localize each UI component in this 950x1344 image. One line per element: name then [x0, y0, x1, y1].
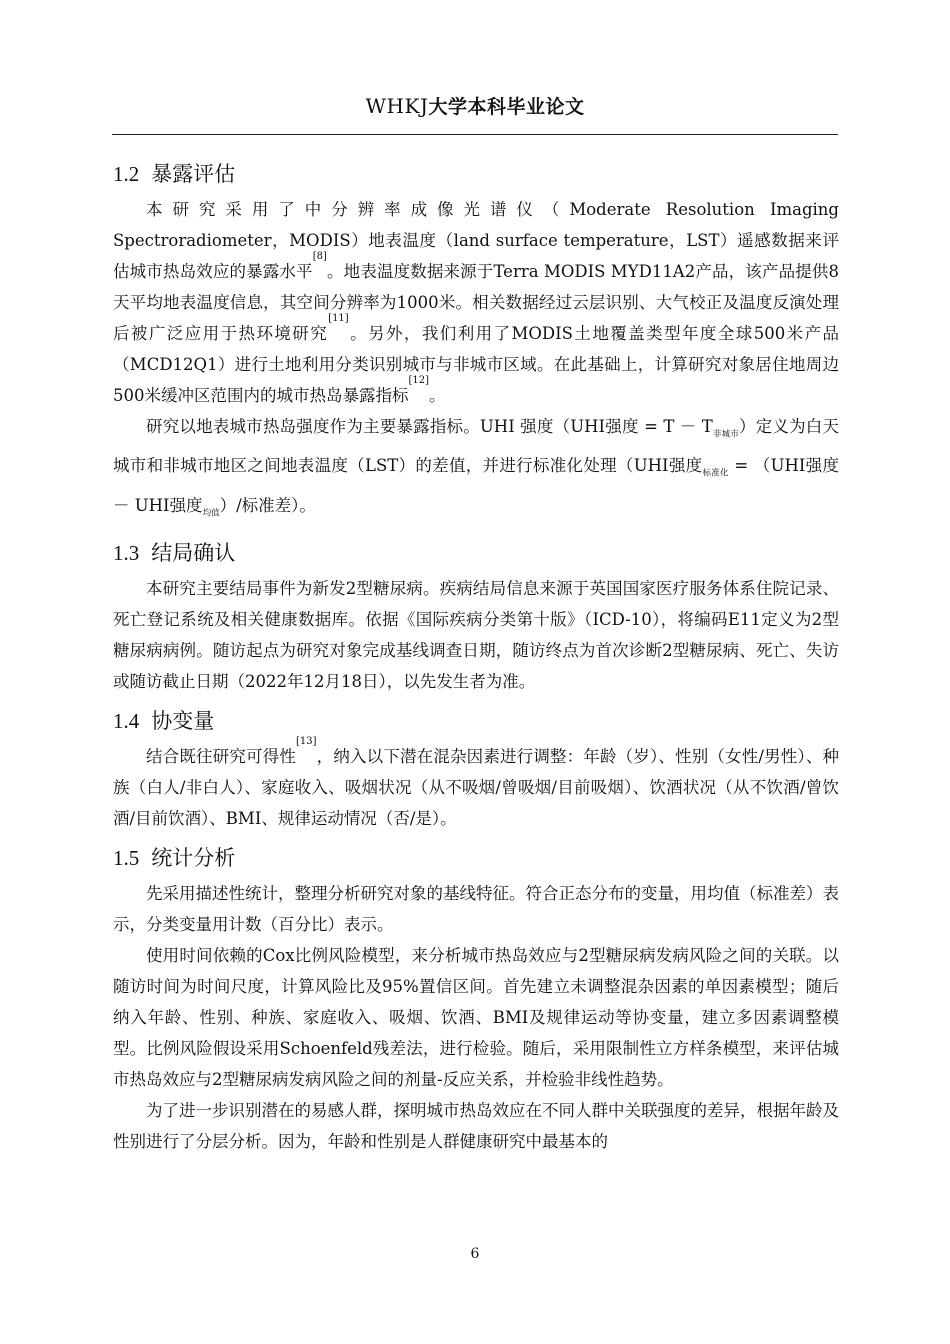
section-1-5	[113, 838, 839, 1157]
subscript: 非城市	[712, 429, 740, 440]
paragraph: 结合既往研究可得性[13]，纳入以下潜在混杂因素进行调整：年龄（岁）、性别（女性/男性）、种族（白人/非白人）、家庭收入、吸烟状况（从不吸烟/曾吸烟/目前吸烟）、饮酒状况（从不饮酒/曾饮酒/目前饮酒）、BMI、规律运动情况（否/是）。	[113, 735, 840, 828]
citation[interactable]: [8]	[312, 251, 327, 262]
section-title: 暴露评估	[151, 162, 236, 186]
section-title: 协变量	[151, 708, 215, 733]
section-number: 1.2	[113, 162, 140, 186]
section-title: 结局确认	[151, 540, 236, 565]
section-1-2	[113, 154, 839, 529]
citation[interactable]: [11]	[328, 313, 349, 324]
citation[interactable]: [13]	[295, 735, 317, 747]
paragraph: 研究以地表城市热岛强度作为主要暴露指标。UHI 强度（UHI强度 = $T - T_{非城市}$）定义为白天城市和非城市地区之间地表温度（LST）的差值，并进行标准化处理（UHI强度$_{标准化}$ = （UHI强度 － UHI强度$_{均值}$）/标准差）。	[113, 417, 839, 518]
section-1-4	[113, 701, 839, 834]
subscript: 标准化	[702, 468, 729, 479]
paragraph: 本研究采用了中分辨率成像光谱仪（Moderate Resolution Imaging Spectroradiometer，MODIS）地表温度（land surface temperature，LST）遥感数据来评估城市热岛效应的暴露水平[8]。地表温度数据来源于Terra MODIS MYD11A2产品，该产品提供8天平均地表温度信息，其空间分辨率为1000米。相关数据经过云层识别、大气校正及温度反演处理后被广泛应用于热环境研究[11]。另外，我们利用了MODIS土地覆盖类型年度全球500米产品（MCD12Q1）进行土地利用分类识别城市与非城市区域。在此基础上，计算研究对象居住地周边500米缓冲区范围内的城市热岛暴露指标[12]。	[113, 200, 840, 405]
section-heading	[113, 838, 839, 878]
citation[interactable]: [12]	[408, 375, 430, 386]
header-rule	[112, 134, 838, 135]
paragraph: 使用时间依赖的Cox比例风险模型，来分析城市热岛效应与2型糖尿病发病风险之间的关联。以随访时间为时间尺度，计算风险比及95%置信区间。首先建立未调整混杂因素的单因素模型；随后纳入年龄、性别、种族、家庭收入、吸烟、饮酒、BMI及规律运动等协变量，建立多因素调整模型。比例风险假设采用Schoenfeld残差法，进行检验。随后，采用限制性立方样条模型，来评估城市热岛效应与2型糖尿病发病风险之间的剂量-反应关系，并检验非线性趋势。	[113, 945, 839, 1089]
section-heading	[113, 701, 839, 741]
section-number: 1.5	[113, 845, 140, 870]
page-header	[110, 92, 840, 130]
section-heading	[113, 533, 839, 573]
header-title-latin: WHKJ	[365, 94, 429, 118]
header-title-cn: 大学本科毕业论文	[428, 96, 585, 118]
section-number: 1.3	[113, 540, 140, 565]
page-number: 6	[470, 1246, 480, 1262]
section-heading	[113, 154, 839, 194]
body-content	[113, 150, 839, 1157]
subscript: 均值	[202, 507, 220, 518]
section-1-3	[113, 533, 839, 697]
paragraph: 为了进一步识别潜在的易感人群，探明城市热岛效应在不同人群中关联强度的差异，根据年龄及性别进行了分层分析。因为，年龄和性别是人群健康研究中最基本的	[113, 1100, 839, 1151]
paragraph: 先采用描述性统计，整理分析研究对象的基线特征。符合正态分布的变量，用均值（标准差）表示，分类变量用计数（百分比）表示。	[113, 883, 839, 934]
paragraph: 本研究主要结局事件为新发2型糖尿病。疾病结局信息来源于英国国家医疗服务体系住院记录、死亡登记系统及相关健康数据库。依据《国际疾病分类第十版》（ICD-10），将编码E11定义为2型糖尿病病例。随访起点为研究对象完成基线调查日期，随访终点为首次诊断2型糖尿病、死亡、失访或随访截止日期（2022年12月18日），以先发生者为准。	[113, 578, 839, 691]
section-number: 1.4	[113, 708, 140, 733]
section-title: 统计分析	[151, 845, 236, 870]
